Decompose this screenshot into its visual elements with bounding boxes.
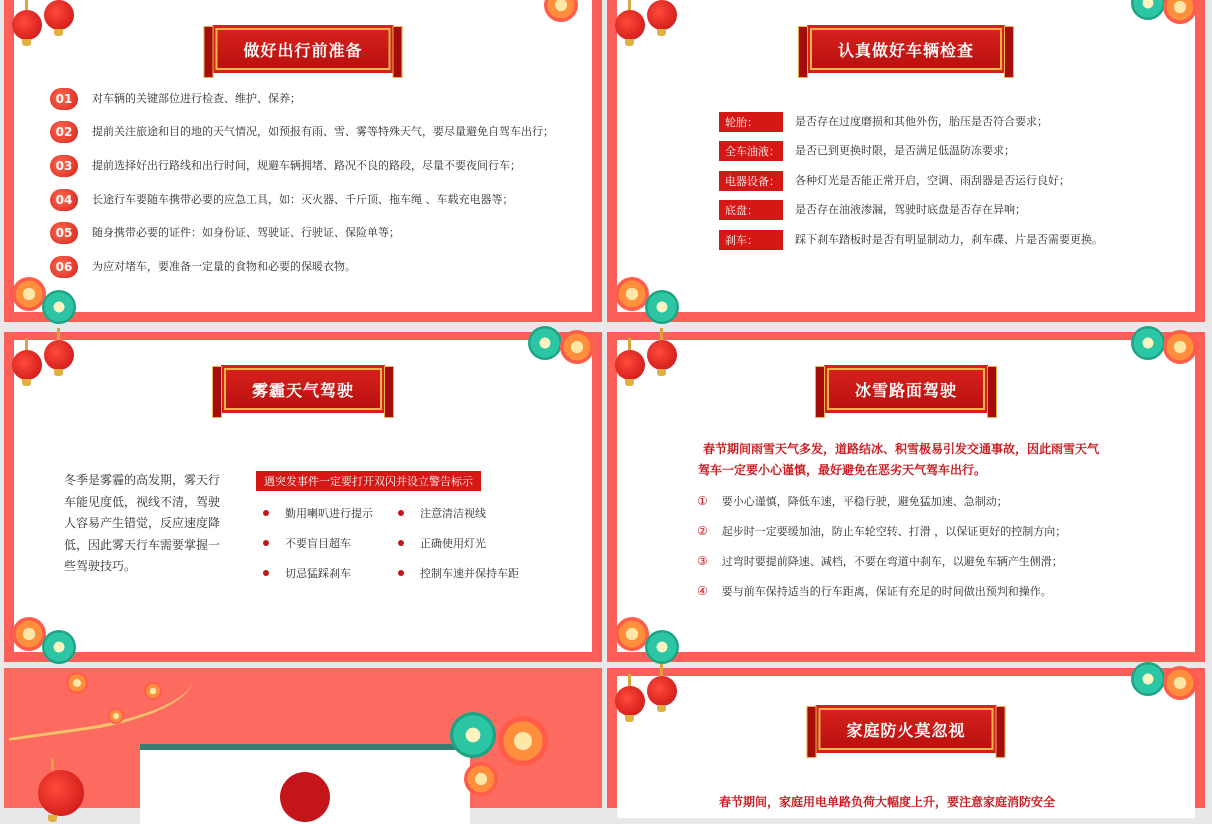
plum-blossom-icon (144, 682, 162, 700)
list-item (719, 107, 1189, 137)
list-item-text: 是否存在过度磨损和其他外伤，胎压是否符合要求； (795, 114, 1048, 128)
tip-item (398, 505, 486, 521)
teal-flower-icon (42, 630, 76, 664)
item-tag: 全车油液： (719, 141, 783, 161)
tip-text: 正确使用灯光 (420, 537, 486, 550)
list-item (50, 149, 590, 183)
list-item-text: 对车辆的关键部位进行检查、维护、保养； (92, 91, 301, 105)
tip-item (263, 535, 351, 551)
tip-text: 切忌猛踩刹车 (285, 567, 351, 580)
bullet-icon (263, 540, 269, 546)
list-item (697, 553, 1063, 569)
list-item-text: 过弯时要提前降速、减档，不要在弯道中刹车，以避免车辆产生侧滑； (721, 555, 1063, 568)
list-item-text: 要小心谨慎，降低车速，平稳行驶，避免猛加速、急制动； (721, 495, 1008, 508)
lantern-icon (38, 770, 84, 816)
plum-branch (1, 655, 198, 741)
tip-item (398, 535, 486, 551)
bullet-icon (398, 540, 404, 546)
teal-flower-icon (528, 326, 562, 360)
item-tag: 轮胎： (719, 112, 783, 132)
item-number: ③ (697, 554, 708, 568)
plum-blossom-icon (108, 708, 124, 724)
flower-icon (1163, 330, 1197, 364)
flower-icon (12, 277, 46, 311)
preparation-list (50, 82, 590, 284)
list-item (697, 583, 1052, 599)
slide-title-banner: 家庭防火莫忽视 (818, 708, 993, 750)
fire-intro-line: 春节期间，家庭用电单路负荷大幅度上升，要注意家庭消防安全 (719, 795, 1056, 809)
teal-flower-icon (42, 290, 76, 324)
lantern-icon (44, 0, 74, 30)
tip-text: 勤用喇叭进行提示 (285, 507, 373, 520)
list-item-text: 起步时一定要缓加油，防止车轮空转、打滑 ，以保证更好的控制方向； (721, 525, 1067, 538)
list-item (719, 225, 1189, 255)
list-item-text: 各种灯光是否能正常开启，空调、雨刮器是否运行良好； (795, 173, 1070, 187)
teal-flower-icon (450, 712, 496, 758)
item-number: ④ (697, 584, 708, 598)
list-item (50, 82, 590, 116)
bullet-icon (398, 510, 404, 516)
slide-title-banner: 冰雪路面驾驶 (827, 368, 985, 410)
tip-item (263, 505, 373, 521)
list-item-text: 为应对堵车，要准备一定量的食物和必要的保暖衣物。 (92, 259, 356, 273)
teal-flower-icon (1131, 326, 1165, 360)
snow-intro-line: 春节期间雨雪天气多发，道路结冰、积雪极易引发交通事故，因此雨雪天气 (703, 442, 1100, 456)
lantern-icon (12, 10, 42, 40)
list-item-text: 提前选择好出行路线和出行时间，规避车辆拥堵、路况不良的路段，尽量不要夜间行车； (92, 158, 521, 172)
flower-icon (464, 762, 498, 796)
list-item-text: 是否已到更换时限，是否满足低温防冻要求； (795, 144, 1015, 158)
list-item (697, 493, 1008, 509)
list-item-text: 踩下刹车踏板时是否有明显制动力，刹车碟、片是否需要更换。 (795, 232, 1103, 246)
item-tag: 底盘： (719, 200, 783, 220)
flower-icon (560, 330, 594, 364)
list-item (697, 523, 1066, 539)
lantern-icon (12, 350, 42, 380)
item-tag: 刹车： (719, 230, 783, 250)
number-badge: 03 (50, 155, 78, 177)
tip-text: 不要盲目超车 (285, 537, 351, 550)
fog-paragraph: 冬季是雾霾的高发期，雾天行车能见度低，视线不清，驾驶人容易产生错觉，反应速度降低，因此雾天行车需要掌握一些驾驶技巧。 (64, 473, 221, 573)
list-item-text: 是否存在油液渗漏，驾驶时底盘是否存在异响； (795, 203, 1026, 217)
teal-flower-icon (1131, 662, 1165, 696)
lantern-icon (647, 676, 677, 706)
flower-icon (1163, 666, 1197, 700)
teal-flower-icon (645, 630, 679, 664)
number-badge: 01 (50, 88, 78, 110)
plum-blossom-icon (66, 672, 88, 694)
lantern-icon (44, 340, 74, 370)
lantern-icon (615, 350, 645, 380)
list-item-text: 提前关注旅途和目的地的天气情况，如预报有雨、雪、雾等特殊天气，要尽量避免自驾车出行； (92, 125, 554, 139)
list-item-text: 长途行车要随车携带必要的应急工具，如：灭火器、千斤顶、拖车绳 、车载充电器等； (92, 192, 514, 206)
list-item (719, 166, 1189, 196)
tip-item (398, 565, 519, 581)
bullet-icon (263, 510, 269, 516)
item-number: ② (697, 524, 708, 538)
slide-title-banner: 做好出行前准备 (215, 28, 390, 70)
flower-icon (498, 716, 548, 766)
list-item (50, 116, 590, 150)
tip-item (263, 565, 351, 581)
list-item (50, 216, 590, 250)
slide-title-banner: 雾霾天气驾驶 (224, 368, 382, 410)
flower-icon (12, 617, 46, 651)
flower-icon (615, 617, 649, 651)
slide-section-cover[interactable] (4, 668, 602, 808)
teal-flower-icon (645, 290, 679, 324)
flower-icon (615, 277, 649, 311)
tip-text: 控制车速并保持车距 (420, 567, 519, 580)
slide-home-fire-safety[interactable] (607, 668, 1205, 808)
lantern-icon (615, 686, 645, 716)
list-item (719, 137, 1189, 167)
vehicle-check-list (719, 107, 1189, 255)
item-tag: 电器设备： (719, 171, 783, 191)
lantern-icon (615, 10, 645, 40)
item-number: ① (697, 494, 708, 508)
slide-vehicle-check[interactable] (607, 0, 1205, 322)
list-item (719, 196, 1189, 226)
list-item (50, 250, 590, 284)
list-item-text: 随身携带必要的证件：如身份证、驾驶证、行驶证、保险单等； (92, 226, 400, 240)
list-item (50, 183, 590, 217)
bullet-icon (398, 570, 404, 576)
tip-text: 注意清洁视线 (420, 507, 486, 520)
number-badge: 06 (50, 256, 78, 278)
number-badge: 04 (50, 189, 78, 211)
number-badge: 05 (50, 222, 78, 244)
number-badge: 02 (50, 121, 78, 143)
lantern-icon (647, 340, 677, 370)
list-item-text: 要与前车保持适当的行车距离，保证有充足的时间做出预判和操作。 (721, 585, 1052, 598)
slide-title-banner: 认真做好车辆检查 (810, 28, 1002, 70)
bullet-icon (263, 570, 269, 576)
snow-intro-line: 驾车一定要小心谨慎，最好避免在恶劣天气驾车出行。 (698, 463, 987, 477)
slide-travel-preparation[interactable] (4, 0, 602, 322)
warning-callout: 遇突发事件一定要打开双闪并设立警告标示 (256, 471, 481, 491)
red-emblem (280, 772, 330, 822)
lantern-icon (647, 0, 677, 30)
